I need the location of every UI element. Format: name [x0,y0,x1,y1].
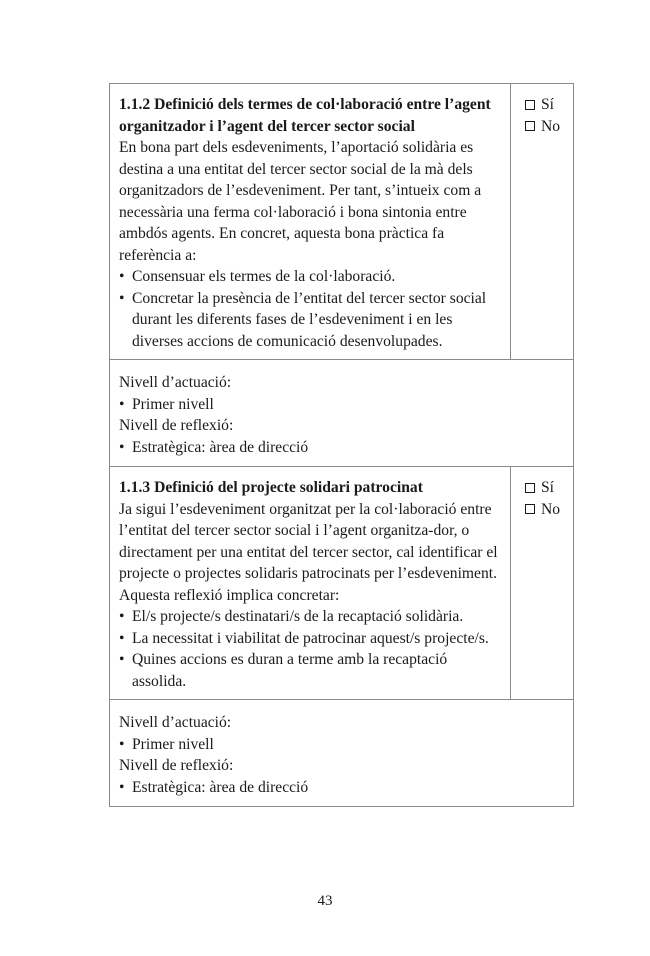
nivell-reflexio-list [119,777,565,799]
practice-bullet-list [119,266,502,352]
checkbox-icon[interactable] [525,483,535,493]
practice-body: Ja sigui l’esdeveniment organitzat per la col·laboració entre l’entitat del tercer sector social i l’agent organitza-dor, o directament per una entitat del tercer sector, cal identificar el projecte o projectes solidaris patrocinats per l’esdeveniment. Aquesta reflexió implica concretar: [119,500,498,604]
bullet-glyph: • [119,289,125,307]
checkbox-cell [511,467,573,699]
checkbox-icon[interactable] [525,100,535,110]
bullet-text: El/s projecte/s destinatari/s de la recaptació solidària. [132,608,464,625]
option-no[interactable] [525,499,573,521]
nivell-reflexio-value: Estratègica: àrea de direcció [132,778,309,796]
bullet-glyph: • [119,268,125,285]
option-si[interactable] [525,94,573,116]
bullet-item [119,649,502,692]
nivell-actuacio-label: Nivell d’actuació: [119,714,232,731]
bullet-glyph: • [119,651,125,668]
option-si[interactable] [525,477,573,499]
levels-cell [110,700,573,806]
page-number: 43 [317,893,333,909]
practice-table [109,83,574,807]
bullet-item [119,734,565,756]
practice-body: En bona part dels esdeveniments, l’aportació solidària es destina a una entitat del tercer sector social de la mà dels organitzadors de l’esdeveniment. Per tant, s’intueix com a necessària una ferma col·laboració i bona sintonia entre ambdós agents. En concret, aquesta bona pràctica fa referència a: [119,139,482,264]
bullet-item [119,437,565,459]
bullet-glyph: • [119,629,125,647]
bullet-glyph: • [119,438,125,456]
practice-bullet-list [119,606,502,692]
nivell-reflexio-label: Nivell de reflexió: [119,417,234,434]
option-label: Sí [541,479,555,496]
bullet-item [119,288,502,353]
checkbox-icon[interactable] [525,504,535,514]
option-label: Sí [541,96,555,113]
nivell-actuacio-value: Primer nivell [132,395,214,413]
bullet-glyph: • [119,395,125,413]
practice-description-cell [110,467,511,699]
levels-cell [110,360,573,466]
nivell-reflexio-list [119,437,565,459]
bullet-item [119,628,502,650]
bullet-text: Quines accions es duran a terme amb la recaptació assolida. [132,651,448,690]
bullet-glyph: • [119,735,125,753]
bullet-glyph: • [119,608,125,625]
bullet-text: La necessitat i viabilitat de patrocinar aquest/s projecte/s. [132,629,489,647]
practice-levels-row-1-1-3 [110,700,573,806]
bullet-glyph: • [119,778,125,796]
bullet-text: Consensuar els termes de la col·laboració. [132,268,396,285]
nivell-reflexio-label: Nivell de reflexió: [119,757,234,774]
bullet-item [119,394,565,416]
checkbox-cell [511,84,573,359]
option-label: No [541,500,561,518]
practice-row-1-1-3 [110,467,573,700]
checkbox-icon[interactable] [525,121,535,131]
bullet-item [119,606,502,628]
practice-heading: 1.1.2 Definició dels termes de col·laboració entre l’agent organitzador i l’agent del tercer sector social [119,96,491,135]
nivell-actuacio-label: Nivell d’actuació: [119,374,232,391]
bullet-item [119,266,502,288]
nivell-actuacio-list [119,394,565,416]
bullet-item [119,777,565,799]
nivell-actuacio-list [119,734,565,756]
bullet-text: Concretar la presència de l’entitat del tercer sector social durant les diferents fases de l’esdeveniment i en les diverses accions de comunicació desenvolupades. [132,289,487,350]
practice-row-1-1-2 [110,84,573,360]
nivell-reflexio-value: Estratègica: àrea de direcció [132,438,309,456]
option-label: No [541,117,561,135]
practice-levels-row-1-1-2 [110,360,573,467]
nivell-actuacio-value: Primer nivell [132,735,214,753]
practice-description-cell [110,84,511,359]
option-no[interactable] [525,116,573,138]
practice-heading: 1.1.3 Definició del projecte solidari patrocinat [119,479,423,496]
